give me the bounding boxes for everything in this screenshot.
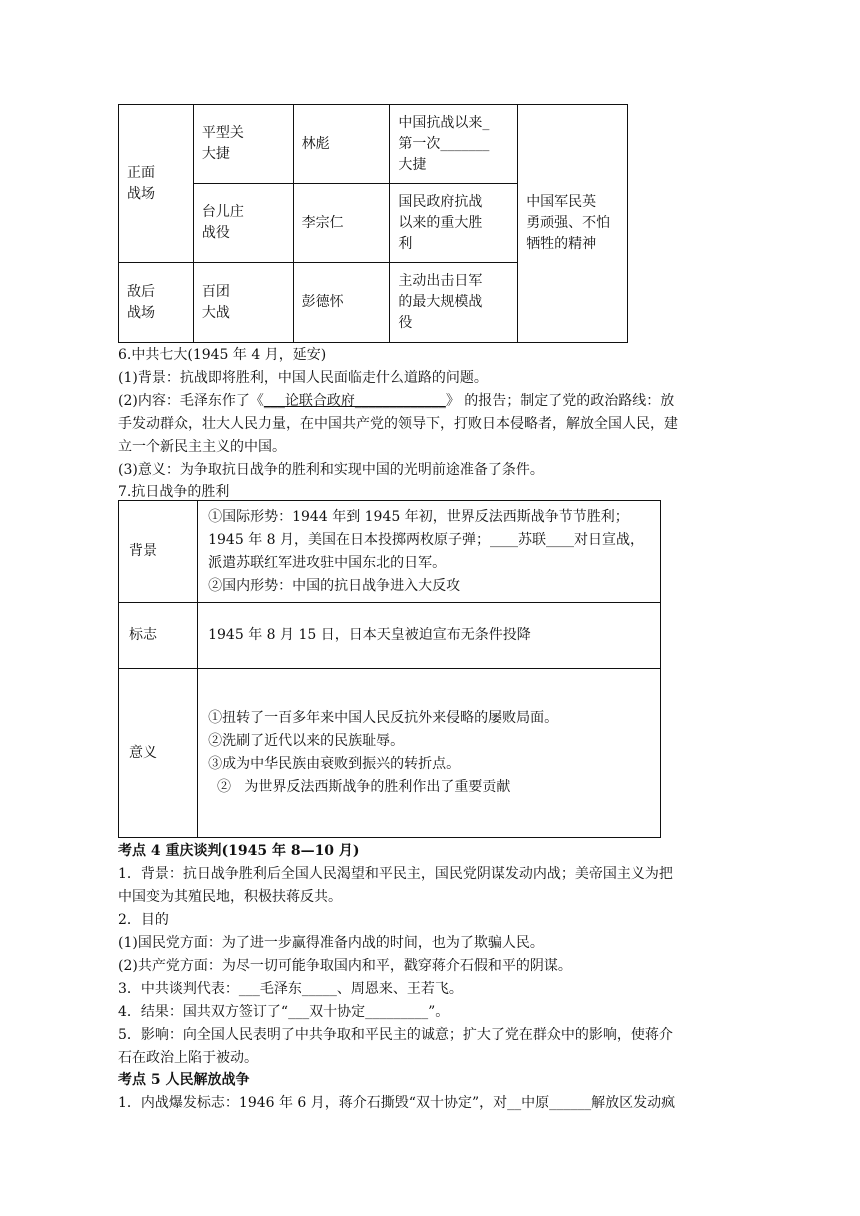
section6-heading: 6.中共七大(1945 年 4 月，延安) — [118, 347, 327, 363]
text-line: ①扭转了一百多年来中国人民反抗外来侵略的屡败局面。 — [208, 710, 559, 726]
text-line: ②洗刷了近代以来的民族耻辱。 — [208, 733, 405, 749]
significance-cell: 国民政府抗战 以来的重大胜 利 — [390, 184, 518, 263]
kaodian4-line: 5．影响：向全国人民表明了中共争取和平民主的诚意；扩大了党在群众中的影响，使蒋介 — [118, 1027, 673, 1043]
section6-content-line2: 手发动群众，壮大人民力量，在中国共产党的领导下，打败日本侵略者，解放全国人民，建 — [118, 416, 678, 432]
text: (2)内容：毛泽东作了《 — [118, 393, 264, 409]
battle-cell: 百团 大战 — [193, 263, 293, 343]
field-cell-front: 正面 战场 — [119, 105, 194, 263]
section7-heading: 7.抗日战争的胜利 — [118, 484, 230, 500]
background-content — [198, 501, 661, 603]
kaodian4-line: (1)国民党方面：为了进一步赢得准备内战的时间，也为了欺骗人民。 — [118, 935, 544, 951]
text-line: 派遣苏联红军进攻驻中国东北的日军。 — [208, 554, 447, 571]
text-line: ①国际形势：1944 年到 1945 年初，世界反法西斯战争节节胜利； — [208, 508, 629, 525]
text-line: 1945 年 8 月 15 日，日本天皇被迫宣布无条件投降 — [208, 627, 531, 643]
kaodian4-line: (2)共产党方面：为尽一切可能争取国内和平，戳穿蒋介石假和平的阴谋。 — [118, 958, 572, 974]
section6-background: (1)背景：抗战即将胜利，中国人民面临走什么道路的问题。 — [118, 370, 488, 386]
battle-cell: 台儿庄 战役 — [193, 184, 293, 263]
kaodian4-line: 1．背景：抗日战争胜利后全国人民渴望和平民主，国民党阴谋发动内战；美帝国主义为把 — [118, 866, 673, 882]
section6-meaning: (3)意义：为争取抗日战争的胜利和实现中国的光明前途准备了条件。 — [118, 462, 544, 478]
text: 》 的报告；制定了党的政治路线：放 — [445, 393, 675, 409]
text-line: ② 为世界反法西斯战争的胜利作出了重要贡献 — [208, 779, 511, 795]
victory-table — [118, 500, 661, 838]
meaning-label: 意义 — [119, 669, 198, 838]
section6-content-line3: 立一个新民主主义的中国。 — [118, 439, 286, 455]
section6-content-line1 — [118, 390, 730, 412]
kaodian4-line: 3．中共谈判代表：___毛泽东_____、周恩来、王若飞。 — [118, 981, 463, 997]
kaodian5-heading: 考点 5 人民解放战争 — [118, 1072, 250, 1088]
commander-cell: 李宗仁 — [293, 184, 390, 263]
kaodian4-line: 4．结果：国共双方签订了“___双十协定_________”。 — [118, 1004, 450, 1020]
background-label: 背景 — [119, 501, 198, 603]
kaodian4-line: 2．目的 — [118, 912, 169, 928]
battles-table — [118, 104, 628, 343]
text-line: 1945 年 8 月，美国在日本投掷两枚原子弹；____苏联____对日宣战， — [208, 531, 644, 548]
field-cell-rear: 敌后 战场 — [119, 263, 194, 343]
text-line: ②国内形势：中国的抗日战争进入大反攻 — [208, 577, 461, 594]
battle-cell: 平型关 大捷 — [193, 105, 293, 184]
text-line: ③成为中华民族由衰败到振兴的转折点。 — [208, 756, 461, 772]
kaodian4-line: 中国变为其殖民地，积极扶蒋反共。 — [118, 889, 342, 905]
sign-label: 标志 — [119, 603, 198, 669]
kaodian4-line: 石在政治上陷于被动。 — [118, 1050, 258, 1066]
blank-answer: ___论联合政府_____________ — [263, 393, 446, 409]
kaodian5-line: 1．内战爆发标志：1946 年 6 月，蒋介石撕毁“双十协定”，对__中原______解放区发动疯 — [118, 1095, 676, 1111]
sign-content — [198, 603, 661, 669]
commander-cell: 彭德怀 — [293, 263, 390, 343]
spirit-cell: 中国军民英 勇顽强、不怕 牺牲的精神 — [518, 105, 628, 343]
meaning-content — [198, 669, 661, 838]
significance-cell: 主动出击日军 的最大规模战 役 — [390, 263, 518, 343]
significance-cell: 中国抗战以来_ 第一次_______ 大捷 — [390, 105, 518, 184]
kaodian4-heading: 考点 4 重庆谈判(1945 年 8—10 月) — [118, 843, 360, 859]
commander-cell: 林彪 — [293, 105, 390, 184]
